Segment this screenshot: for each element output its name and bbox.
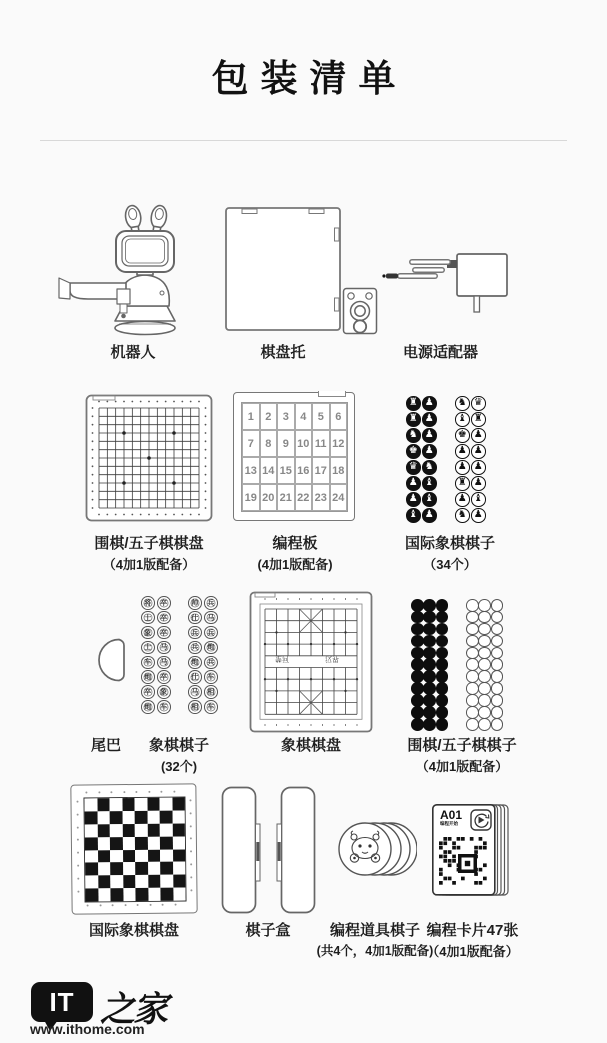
go-stones-black-group bbox=[411, 599, 448, 730]
prog-cell: 24 bbox=[330, 484, 348, 511]
checker-cell bbox=[122, 824, 135, 837]
checker-cell bbox=[122, 837, 135, 850]
board-coordinate-mark bbox=[77, 839, 79, 841]
go-stone bbox=[491, 658, 504, 671]
card-caption: 编程开始 bbox=[440, 821, 458, 826]
xiangqi-piece: 兵 bbox=[204, 626, 218, 640]
chess-piece: ♟ bbox=[406, 476, 421, 491]
checker-cell bbox=[97, 824, 110, 837]
go-stone bbox=[478, 647, 491, 660]
checker-cell bbox=[172, 823, 185, 836]
checker-cell bbox=[110, 862, 123, 875]
xiangqi-piece: 将 bbox=[141, 596, 155, 610]
prog-cell: 12 bbox=[330, 430, 348, 457]
xiangqi-piece: 炮 bbox=[141, 670, 155, 684]
chess-piece: ♟ bbox=[406, 492, 421, 507]
label-piece-box: 棋子盒 bbox=[245, 922, 291, 939]
checkerboard bbox=[83, 796, 186, 902]
checker-cell bbox=[85, 837, 98, 850]
xiangqi-piece: 士 bbox=[141, 641, 155, 655]
label-go-board: 围棋/五子棋棋盘 （4加1版配备） bbox=[94, 535, 204, 572]
chess-piece: ♜ bbox=[406, 412, 421, 427]
chess-piece: ♟ bbox=[422, 508, 437, 523]
prog-cell: 23 bbox=[312, 484, 330, 511]
xiangqi-piece: 车 bbox=[204, 670, 218, 684]
chess-piece: ♜ bbox=[471, 412, 486, 427]
go-stone bbox=[423, 635, 436, 648]
ithome-url: www.ithome.com bbox=[30, 1021, 145, 1037]
go-stone bbox=[478, 670, 491, 683]
board-coordinate-mark bbox=[174, 904, 176, 906]
checker-cell bbox=[135, 824, 148, 837]
checker-cell bbox=[109, 798, 122, 811]
go-stone bbox=[436, 694, 449, 707]
checker-cell bbox=[123, 875, 136, 888]
prog-cell: 21 bbox=[277, 484, 295, 511]
chess-piece: ♟ bbox=[422, 396, 437, 411]
go-stone bbox=[491, 647, 504, 660]
xiangqi-piece: 仕 bbox=[188, 611, 202, 625]
go-stone bbox=[478, 658, 491, 671]
checker-cell bbox=[134, 798, 147, 811]
board-coordinate-mark bbox=[135, 791, 137, 793]
go-stone bbox=[491, 623, 504, 636]
checker-cell bbox=[85, 876, 98, 889]
xiangqi-piece: 马 bbox=[188, 685, 202, 699]
chess-piece: ♞ bbox=[455, 396, 470, 411]
go-stone bbox=[491, 718, 504, 731]
board-coordinate-mark bbox=[110, 791, 112, 793]
xiangqi-piece: 象 bbox=[141, 626, 155, 640]
prog-cell: 4 bbox=[295, 403, 313, 430]
checker-cell bbox=[135, 811, 148, 824]
go-stone bbox=[466, 658, 479, 671]
checker-cell bbox=[85, 863, 98, 876]
go-stone bbox=[423, 670, 436, 683]
checker-cell bbox=[85, 850, 98, 863]
board-coordinate-mark bbox=[87, 904, 89, 906]
xiangqi-piece: 炮 bbox=[204, 641, 218, 655]
checker-cell bbox=[85, 889, 98, 902]
go-stone bbox=[466, 670, 479, 683]
label-cards: 编程卡片47张 （4加1版配备） bbox=[426, 922, 519, 959]
chess-pieces-white-group bbox=[455, 396, 487, 524]
checker-cell bbox=[160, 849, 173, 862]
checker-cell bbox=[147, 836, 160, 849]
go-stone bbox=[478, 635, 491, 648]
go-stone bbox=[423, 658, 436, 671]
chess-board-illustration bbox=[70, 783, 197, 914]
checker-cell bbox=[98, 875, 111, 888]
chess-piece: ♟ bbox=[471, 460, 486, 475]
xiangqi-piece: 卒 bbox=[141, 685, 155, 699]
chess-piece: ♞ bbox=[455, 508, 470, 523]
board-coordinate-mark bbox=[77, 852, 79, 854]
go-stone bbox=[491, 706, 504, 719]
go-stone bbox=[478, 611, 491, 624]
checker-cell bbox=[147, 823, 160, 836]
go-stone bbox=[411, 670, 424, 683]
checker-cell bbox=[160, 888, 173, 901]
xiangqi-piece: 兵 bbox=[204, 596, 218, 610]
tray-camera-module bbox=[342, 287, 378, 335]
checker-cell bbox=[110, 875, 123, 888]
go-stone bbox=[436, 682, 449, 695]
board-tray-illustration bbox=[224, 206, 342, 332]
board-coordinate-mark bbox=[190, 825, 192, 827]
go-stone bbox=[478, 718, 491, 731]
chess-piece: ♝ bbox=[455, 412, 470, 427]
chess-piece: ♟ bbox=[422, 444, 437, 459]
xiangqi-piece: 马 bbox=[204, 611, 218, 625]
go-stone bbox=[411, 635, 424, 648]
chess-piece: ♟ bbox=[455, 492, 470, 507]
xiangqi-board-illustration bbox=[249, 591, 373, 733]
label-prop-pieces: 编程道具棋子 (共4个，4加1版配备) bbox=[316, 922, 434, 958]
go-stone bbox=[491, 611, 504, 624]
chess-piece: ♝ bbox=[422, 492, 437, 507]
go-stone bbox=[436, 670, 449, 683]
checker-cell bbox=[97, 811, 110, 824]
chess-piece: ♟ bbox=[471, 476, 486, 491]
go-stone bbox=[491, 599, 504, 612]
board-coordinate-mark bbox=[160, 791, 162, 793]
board-coordinate-mark bbox=[112, 904, 114, 906]
board-coordinate-mark bbox=[190, 812, 192, 814]
checker-cell bbox=[98, 888, 111, 901]
chess-piece: ♝ bbox=[422, 476, 437, 491]
checker-cell bbox=[148, 862, 161, 875]
checker-cell bbox=[123, 862, 136, 875]
checker-cell bbox=[110, 850, 123, 863]
checker-cell bbox=[98, 850, 111, 863]
go-stone bbox=[423, 682, 436, 695]
piece-box-illustration bbox=[221, 786, 316, 914]
board-coordinate-mark bbox=[98, 791, 100, 793]
xiangqi-piece: 相 bbox=[188, 700, 202, 714]
xiangqi-piece: 兵 bbox=[188, 641, 202, 655]
chess-piece: ♟ bbox=[471, 444, 486, 459]
checker-cell bbox=[135, 888, 148, 901]
xiangqi-piece: 炮 bbox=[188, 656, 202, 670]
prog-cell: 3 bbox=[277, 403, 295, 430]
checker-cell bbox=[148, 888, 161, 901]
prog-cell: 7 bbox=[242, 430, 260, 457]
chess-piece: ♜ bbox=[406, 396, 421, 411]
go-stone bbox=[436, 718, 449, 731]
prog-cell: 16 bbox=[295, 457, 313, 484]
board-coordinate-mark bbox=[190, 863, 192, 865]
go-stone bbox=[411, 706, 424, 719]
go-stone bbox=[466, 647, 479, 660]
xiangqi-piece: 仕 bbox=[188, 670, 202, 684]
board-coordinate-mark bbox=[190, 876, 192, 878]
go-stone bbox=[411, 682, 424, 695]
label-go-stones: 围棋/五子棋棋子 （4加1版配备） bbox=[407, 737, 517, 774]
prog-cell: 5 bbox=[312, 403, 330, 430]
xiangqi-piece: 卒 bbox=[157, 611, 171, 625]
go-stone bbox=[436, 611, 449, 624]
board-coordinate-mark bbox=[149, 904, 151, 906]
checker-cell bbox=[159, 798, 172, 811]
checker-cell bbox=[97, 837, 110, 850]
prop-pieces-illustration bbox=[337, 818, 417, 880]
go-stone bbox=[466, 718, 479, 731]
board-coordinate-mark bbox=[148, 791, 150, 793]
chess-piece: ♚ bbox=[455, 428, 470, 443]
go-stone bbox=[466, 706, 479, 719]
chess-piece: ♞ bbox=[422, 460, 437, 475]
chess-piece: ♞ bbox=[406, 428, 421, 443]
go-stone bbox=[423, 694, 436, 707]
checker-cell bbox=[84, 798, 97, 811]
programming-grid bbox=[241, 402, 348, 512]
checker-cell bbox=[97, 798, 110, 811]
go-stone bbox=[436, 623, 449, 636]
chess-piece: ♚ bbox=[406, 444, 421, 459]
board-coordinate-mark bbox=[77, 890, 79, 892]
checker-cell bbox=[135, 836, 148, 849]
checker-cell bbox=[110, 888, 123, 901]
go-stone bbox=[466, 611, 479, 624]
checker-cell bbox=[110, 824, 123, 837]
checker-cell bbox=[148, 875, 161, 888]
xiangqi-piece: 兵 bbox=[188, 626, 202, 640]
go-stone bbox=[411, 647, 424, 660]
xiangqi-piece: 相 bbox=[204, 685, 218, 699]
board-coordinate-mark bbox=[123, 791, 125, 793]
prog-cell: 1 bbox=[242, 403, 260, 430]
checker-cell bbox=[98, 863, 111, 876]
board-coordinate-mark bbox=[173, 791, 175, 793]
prog-cell: 14 bbox=[260, 457, 278, 484]
xiangqi-pieces-group2 bbox=[188, 596, 220, 715]
programming-board-notch bbox=[318, 391, 346, 397]
go-stone bbox=[411, 658, 424, 671]
go-stone bbox=[436, 647, 449, 660]
board-coordinate-mark bbox=[124, 904, 126, 906]
river-text-left: 楚河 bbox=[275, 655, 289, 662]
board-coordinate-mark bbox=[77, 877, 79, 879]
xiangqi-piece: 卒 bbox=[157, 596, 171, 610]
label-programming-board: 编程板 (4加1版配备) bbox=[257, 535, 333, 572]
prog-cell: 13 bbox=[242, 457, 260, 484]
go-stone bbox=[436, 706, 449, 719]
board-coordinate-mark bbox=[162, 904, 164, 906]
prog-cell: 19 bbox=[242, 484, 260, 511]
checker-cell bbox=[135, 862, 148, 875]
label-board-tray: 棋盘托 bbox=[260, 344, 306, 361]
ithome-logo-it: IT bbox=[31, 982, 93, 1022]
checker-cell bbox=[172, 797, 185, 810]
ithome-logo-home: 之家 bbox=[100, 990, 167, 1029]
xiangqi-piece: 车 bbox=[141, 656, 155, 670]
label-power-adapter: 电源适配器 bbox=[402, 344, 478, 361]
prog-cell: 10 bbox=[295, 430, 313, 457]
go-stone bbox=[436, 635, 449, 648]
go-stone bbox=[466, 599, 479, 612]
xiangqi-piece: 炮 bbox=[141, 700, 155, 714]
board-coordinate-mark bbox=[77, 826, 79, 828]
board-coordinate-mark bbox=[137, 904, 139, 906]
xiangqi-piece: 卒 bbox=[157, 626, 171, 640]
go-stone bbox=[436, 599, 449, 612]
prog-cell: 20 bbox=[260, 484, 278, 511]
checker-cell bbox=[160, 836, 173, 849]
label-chess-board: 国际象棋棋盘 bbox=[88, 922, 179, 939]
go-stone bbox=[491, 694, 504, 707]
checker-cell bbox=[172, 836, 185, 849]
prog-cell: 9 bbox=[277, 430, 295, 457]
go-stone bbox=[466, 694, 479, 707]
go-stone bbox=[478, 706, 491, 719]
go-stone bbox=[491, 670, 504, 683]
checker-cell bbox=[85, 824, 98, 837]
go-stone bbox=[478, 623, 491, 636]
xiangqi-piece: 车 bbox=[204, 700, 218, 714]
power-adapter-illustration bbox=[378, 238, 520, 338]
prog-cell: 8 bbox=[260, 430, 278, 457]
xiangqi-piece: 车 bbox=[157, 700, 171, 714]
go-stone bbox=[423, 611, 436, 624]
prog-cell: 2 bbox=[260, 403, 278, 430]
checker-cell bbox=[135, 875, 148, 888]
go-stone bbox=[491, 635, 504, 648]
checker-cell bbox=[123, 849, 136, 862]
go-stone bbox=[411, 599, 424, 612]
label-xiangqi-board: 象棋棋盘 bbox=[280, 737, 341, 754]
chess-piece: ♟ bbox=[471, 508, 486, 523]
checker-cell bbox=[122, 798, 135, 811]
go-stone bbox=[411, 694, 424, 707]
go-stone bbox=[423, 623, 436, 636]
go-stone bbox=[436, 658, 449, 671]
chess-piece: ♛ bbox=[406, 460, 421, 475]
checker-cell bbox=[148, 849, 161, 862]
checker-cell bbox=[147, 811, 160, 824]
prog-cell: 17 bbox=[312, 457, 330, 484]
go-stone bbox=[466, 682, 479, 695]
board-coordinate-mark bbox=[189, 799, 191, 801]
chess-piece: ♟ bbox=[422, 428, 437, 443]
chess-piece: ♟ bbox=[455, 444, 470, 459]
programming-board-illustration bbox=[233, 392, 355, 521]
chess-piece: ♝ bbox=[406, 508, 421, 523]
card-code: A01 bbox=[440, 808, 463, 822]
chess-piece: ♟ bbox=[422, 412, 437, 427]
board-coordinate-mark bbox=[99, 904, 101, 906]
board-coordinate-mark bbox=[190, 851, 192, 853]
checker-cell bbox=[173, 862, 186, 875]
board-coordinate-mark bbox=[85, 791, 87, 793]
cards-illustration bbox=[432, 804, 512, 898]
chess-piece: ♟ bbox=[455, 460, 470, 475]
go-stone bbox=[478, 682, 491, 695]
chess-pieces-black-group bbox=[406, 396, 438, 524]
checker-cell bbox=[173, 849, 186, 862]
go-stone bbox=[423, 647, 436, 660]
river-text-right: 汉界 bbox=[325, 655, 339, 662]
checker-cell bbox=[160, 875, 173, 888]
go-stone bbox=[411, 611, 424, 624]
prog-cell: 6 bbox=[330, 403, 348, 430]
prog-cell: 15 bbox=[277, 457, 295, 484]
checker-cell bbox=[172, 810, 185, 823]
prog-cell: 18 bbox=[330, 457, 348, 484]
checker-cell bbox=[110, 811, 123, 824]
chess-piece: ♛ bbox=[471, 396, 486, 411]
checker-cell bbox=[160, 823, 173, 836]
board-coordinate-mark bbox=[77, 813, 79, 815]
xiangqi-piece: 象 bbox=[157, 685, 171, 699]
go-stone bbox=[423, 599, 436, 612]
go-stone bbox=[411, 623, 424, 636]
chess-piece: ♜ bbox=[455, 476, 470, 491]
checker-cell bbox=[160, 862, 173, 875]
board-coordinate-mark bbox=[76, 801, 78, 803]
divider bbox=[40, 140, 567, 141]
go-stone bbox=[478, 599, 491, 612]
label-tail: 尾巴 bbox=[90, 737, 121, 754]
xiangqi-piece: 马 bbox=[157, 641, 171, 655]
checker-cell bbox=[110, 837, 123, 850]
checker-cell bbox=[122, 811, 135, 824]
go-stone bbox=[466, 635, 479, 648]
chess-piece: ♟ bbox=[471, 428, 486, 443]
xiangqi-pieces-group1 bbox=[141, 596, 173, 715]
checker-cell bbox=[147, 798, 160, 811]
board-coordinate-mark bbox=[77, 865, 79, 867]
chess-piece: ♝ bbox=[471, 492, 486, 507]
xiangqi-piece: 帅 bbox=[188, 596, 202, 610]
xiangqi-piece: 卒 bbox=[157, 670, 171, 684]
label-xiangqi-pieces: 象棋棋子 (32个) bbox=[148, 737, 209, 774]
go-stone bbox=[478, 694, 491, 707]
go-stone bbox=[466, 623, 479, 636]
board-coordinate-mark bbox=[190, 889, 192, 891]
go-stone bbox=[423, 718, 436, 731]
prog-cell: 22 bbox=[295, 484, 313, 511]
prog-cell: 11 bbox=[312, 430, 330, 457]
checker-cell bbox=[173, 875, 186, 888]
go-stone bbox=[423, 706, 436, 719]
robot-illustration bbox=[56, 204, 208, 338]
checker-cell bbox=[160, 810, 173, 823]
label-robot: 机器人 bbox=[110, 344, 156, 361]
label-chess-pieces: 国际象棋棋子 （34个） bbox=[404, 535, 495, 572]
go-stones-white-group bbox=[466, 599, 503, 730]
xiangqi-piece: 兵 bbox=[204, 656, 218, 670]
checker-cell bbox=[135, 849, 148, 862]
checker-cell bbox=[123, 888, 136, 901]
page-title: 包装清单 bbox=[211, 58, 408, 99]
go-stone bbox=[411, 718, 424, 731]
go-board-illustration bbox=[85, 394, 213, 522]
xiangqi-piece: 士 bbox=[141, 611, 155, 625]
go-stone bbox=[491, 682, 504, 695]
xiangqi-piece: 马 bbox=[157, 656, 171, 670]
board-coordinate-mark bbox=[190, 838, 192, 840]
checker-cell bbox=[173, 888, 186, 901]
checker-cell bbox=[85, 811, 98, 824]
tail-illustration bbox=[88, 637, 130, 683]
